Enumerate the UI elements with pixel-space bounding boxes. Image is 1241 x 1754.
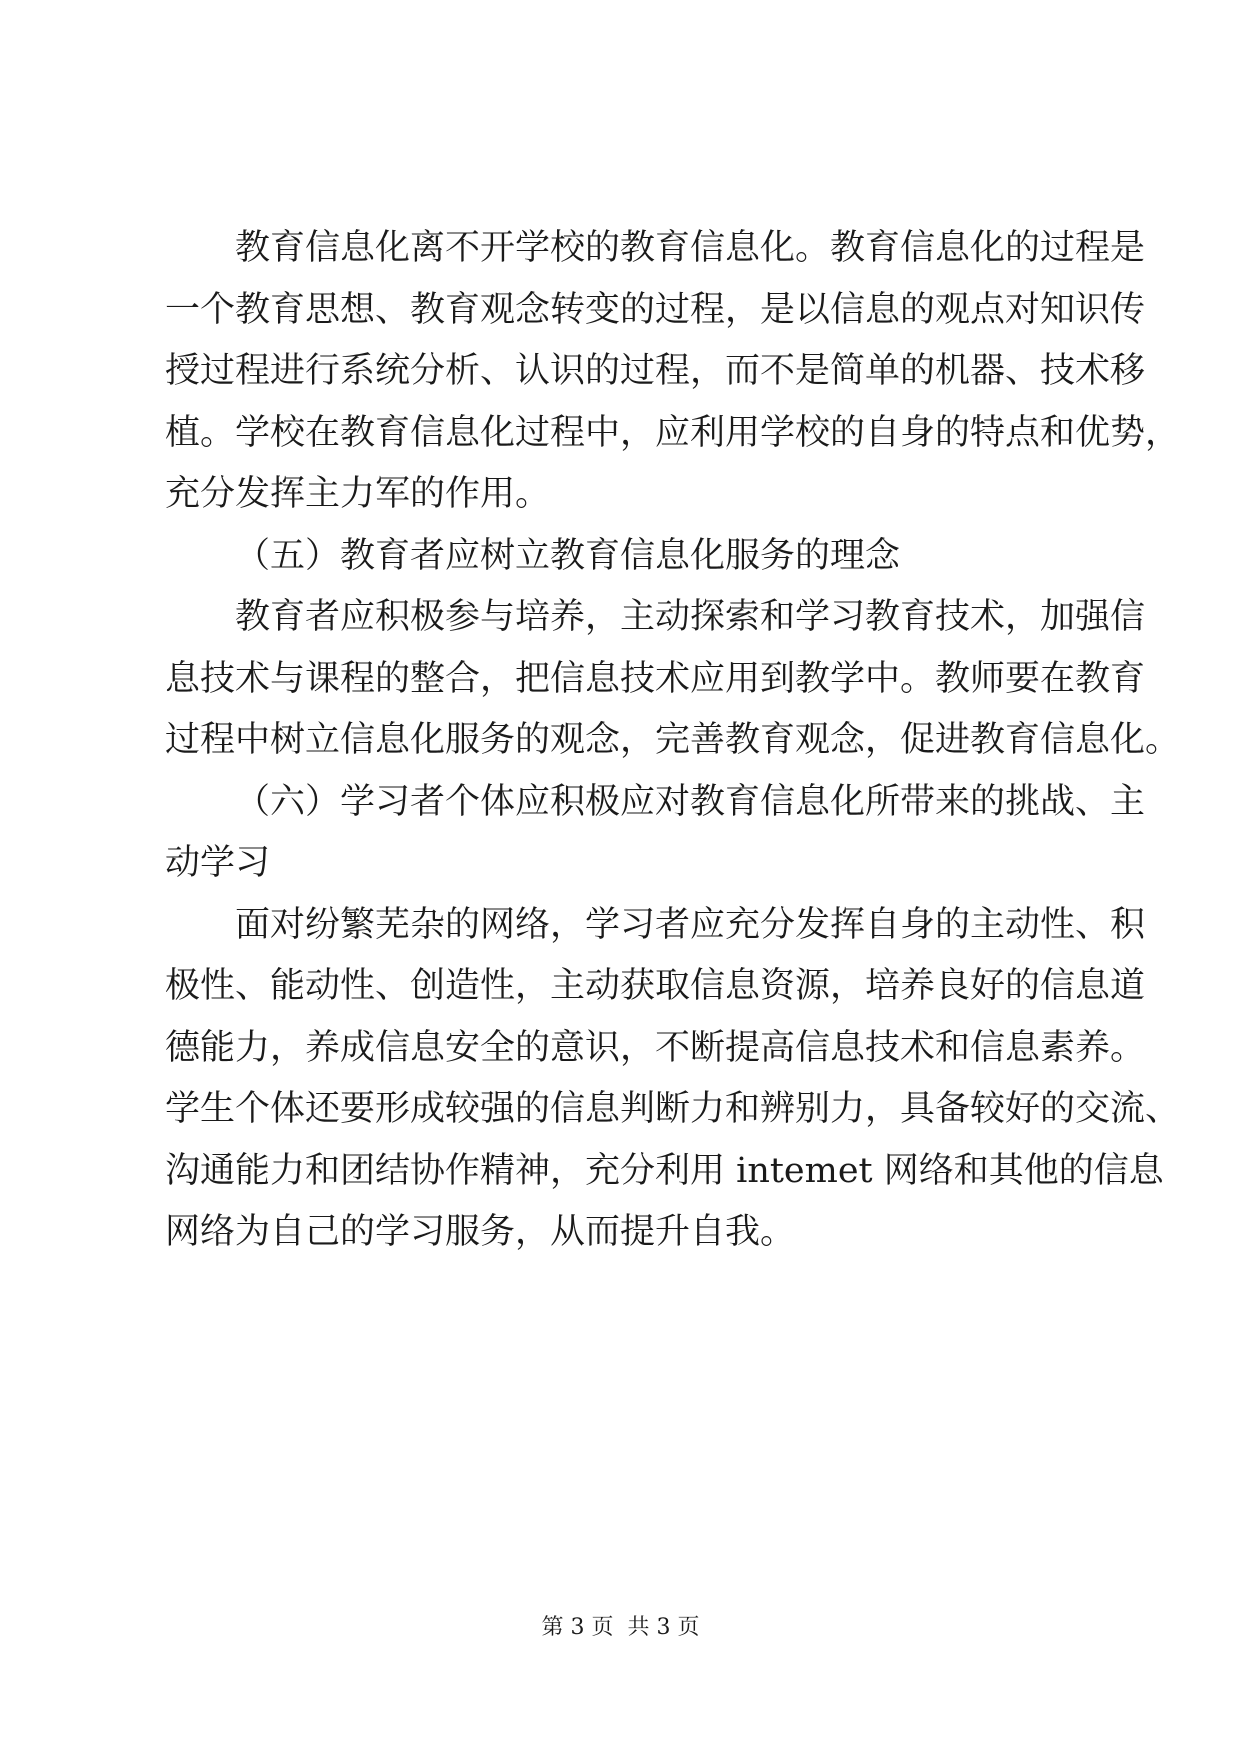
paragraph-1-line-3: 授过程进行系统分析、认识的过程，而不是简单的机器、技术移: [165, 351, 1146, 391]
paragraph-3-line-2: 极性、能动性、创造性，主动获取信息资源，培养良好的信息道: [165, 966, 1146, 1006]
paragraph-3-line-1: 面对纷繁芜杂的网络，学习者应充分发挥自身的主动性、积: [235, 904, 1146, 945]
paragraph-2-line-2: 息技术与课程的整合，把信息技术应用到教学中。教师要在教育: [165, 658, 1146, 699]
section-heading-6-line-2: 动学习: [165, 843, 271, 883]
paragraph-3-line-3: 德能力，养成信息安全的意识，不断提高信息技术和信息素养。: [165, 1027, 1146, 1068]
paragraph-1-line-5: 充分发挥主力军的作用。: [165, 474, 551, 514]
document-body: [165, 228, 1181, 1274]
paragraph-1-line-4: 植。学校在教育信息化过程中，应利用学校的自身的特点和优势，: [165, 412, 1181, 453]
paragraph-3-line-5: 沟通能力和团结协作精神，充分利用 intemet 网络和其他的信息: [165, 1150, 1164, 1191]
paragraph-2-line-3: 过程中树立信息化服务的观念，完善教育观念，促进教育信息化。: [165, 720, 1181, 760]
section-heading-5: （五）教育者应树立教育信息化服务的理念: [235, 535, 901, 576]
paragraph-2-line-1: 教育者应积极参与培养，主动探索和学习教育技术，加强信: [235, 597, 1146, 637]
page-number-footer: 第 3 页 共 3 页: [541, 1615, 700, 1640]
paragraph-3-line-6: 网络为自己的学习服务，从而提升自我。: [165, 1212, 796, 1252]
paragraph-3-line-4: 学生个体还要形成较强的信息判断力和辨别力，具备较好的交流、: [165, 1089, 1181, 1129]
paragraph-1-line-2: 一个教育思想、教育观念转变的过程，是以信息的观点对知识传: [165, 289, 1146, 330]
section-heading-6-line-1: （六）学习者个体应积极应对教育信息化所带来的挑战、主: [235, 781, 1146, 822]
paragraph-1-line-1: 教育信息化离不开学校的教育信息化。教育信息化的过程是: [235, 228, 1146, 268]
